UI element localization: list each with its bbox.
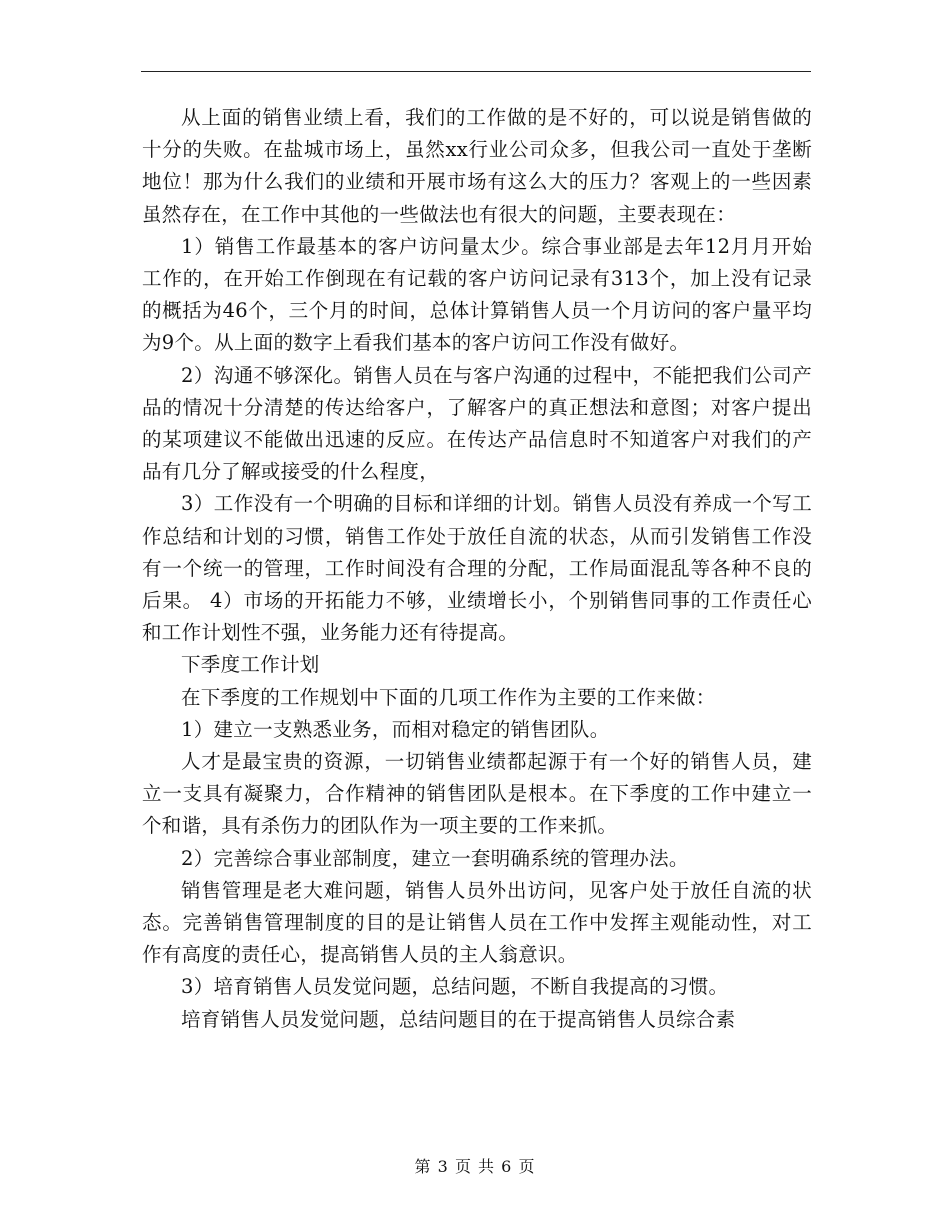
- header-rule: [141, 71, 811, 72]
- paragraph: 人才是最宝贵的资源，一切销售业绩都起源于有一个好的销售人员，建立一支具有凝聚力，合作精神的销售团队是根本。在下季度的工作中建立一个和谐，具有杀伤力的团队作为一项主要的工作来抓。: [142, 750, 812, 838]
- current-page-number: 3: [437, 1157, 449, 1176]
- footer-total-label: 共: [478, 1157, 496, 1176]
- paragraph: 销售管理是老大难问题，销售人员外出访问，见客户处于放任自流的状态。完善销售管理制度的目的是让销售人员在工作中发挥主观能动性，对工作有高度的责任心，提高销售人员的主人翁意识。: [142, 878, 812, 967]
- total-pages-number: 6: [501, 1157, 513, 1176]
- paragraph: 从上面的销售业绩上看，我们的工作做的是不好的，可以说是销售做的十分的失败。在盐城市场上，虽然xx行业公司众多，但我公司一直处于垄断地位！那为什么我们的业绩和开展市场有这么大的压力？客观上的一些因素虽然存在，在工作中其他的一些做法也有很大的问题，主要表现在：: [142, 106, 812, 226]
- paragraph: 3）工作没有一个明确的目标和详细的计划。销售人员没有养成一个写工作总结和计划的习惯，销售工作处于放任自流的状态，从而引发销售工作没有一个统一的管理，工作时间没有合理的分配，工作局面混乱等各种不良的后果。 4）市场的开拓能力不够，业绩增长小，个别销售同事的工作责任心和工作计划性不强，业务能力还有待提高。: [142, 492, 812, 645]
- section-heading: 下季度工作计划: [181, 653, 320, 677]
- paragraph: 2）完善综合事业部制度，建立一套明确系统的管理办法。: [181, 846, 689, 870]
- footer-page-label: 页: [454, 1157, 472, 1176]
- footer-suffix: 页: [518, 1157, 536, 1176]
- paragraph: 1）销售工作最基本的客户访问量太少。综合事业部是去年12月月开始工作的，在开始工作倒现在有记载的客户访问记录有313个，加上没有记录的概括为46个，三个月的时间，总体计算销售人员一个月访问的客户量平均为9个。从上面的数字上看我们基本的客户访问工作没有做好。: [142, 234, 812, 355]
- paragraph: 3）培育销售人员发觉问题，总结问题，不断自我提高的习惯。: [181, 975, 729, 999]
- paragraph: 培育销售人员发觉问题，总结问题目的在于提高销售人员综合素: [181, 1007, 736, 1031]
- footer-prefix: 第: [414, 1157, 432, 1176]
- document-body: [142, 102, 812, 1036]
- page-footer: [0, 1154, 950, 1177]
- paragraph: 1）建立一支熟悉业务，而相对稳定的销售团队。: [181, 717, 610, 741]
- paragraph: 2）沟通不够深化。销售人员在与客户沟通的过程中，不能把我们公司产品的情况十分清楚的传达给客户，了解客户的真正想法和意图；对客户提出的某项建议不能做出迅速的反应。在传达产品信息时不知道客户对我们的产品有几分了解或接受的什么程度，: [142, 363, 812, 484]
- paragraph: 在下季度的工作规划中下面的几项工作作为主要的工作来做：: [181, 685, 716, 709]
